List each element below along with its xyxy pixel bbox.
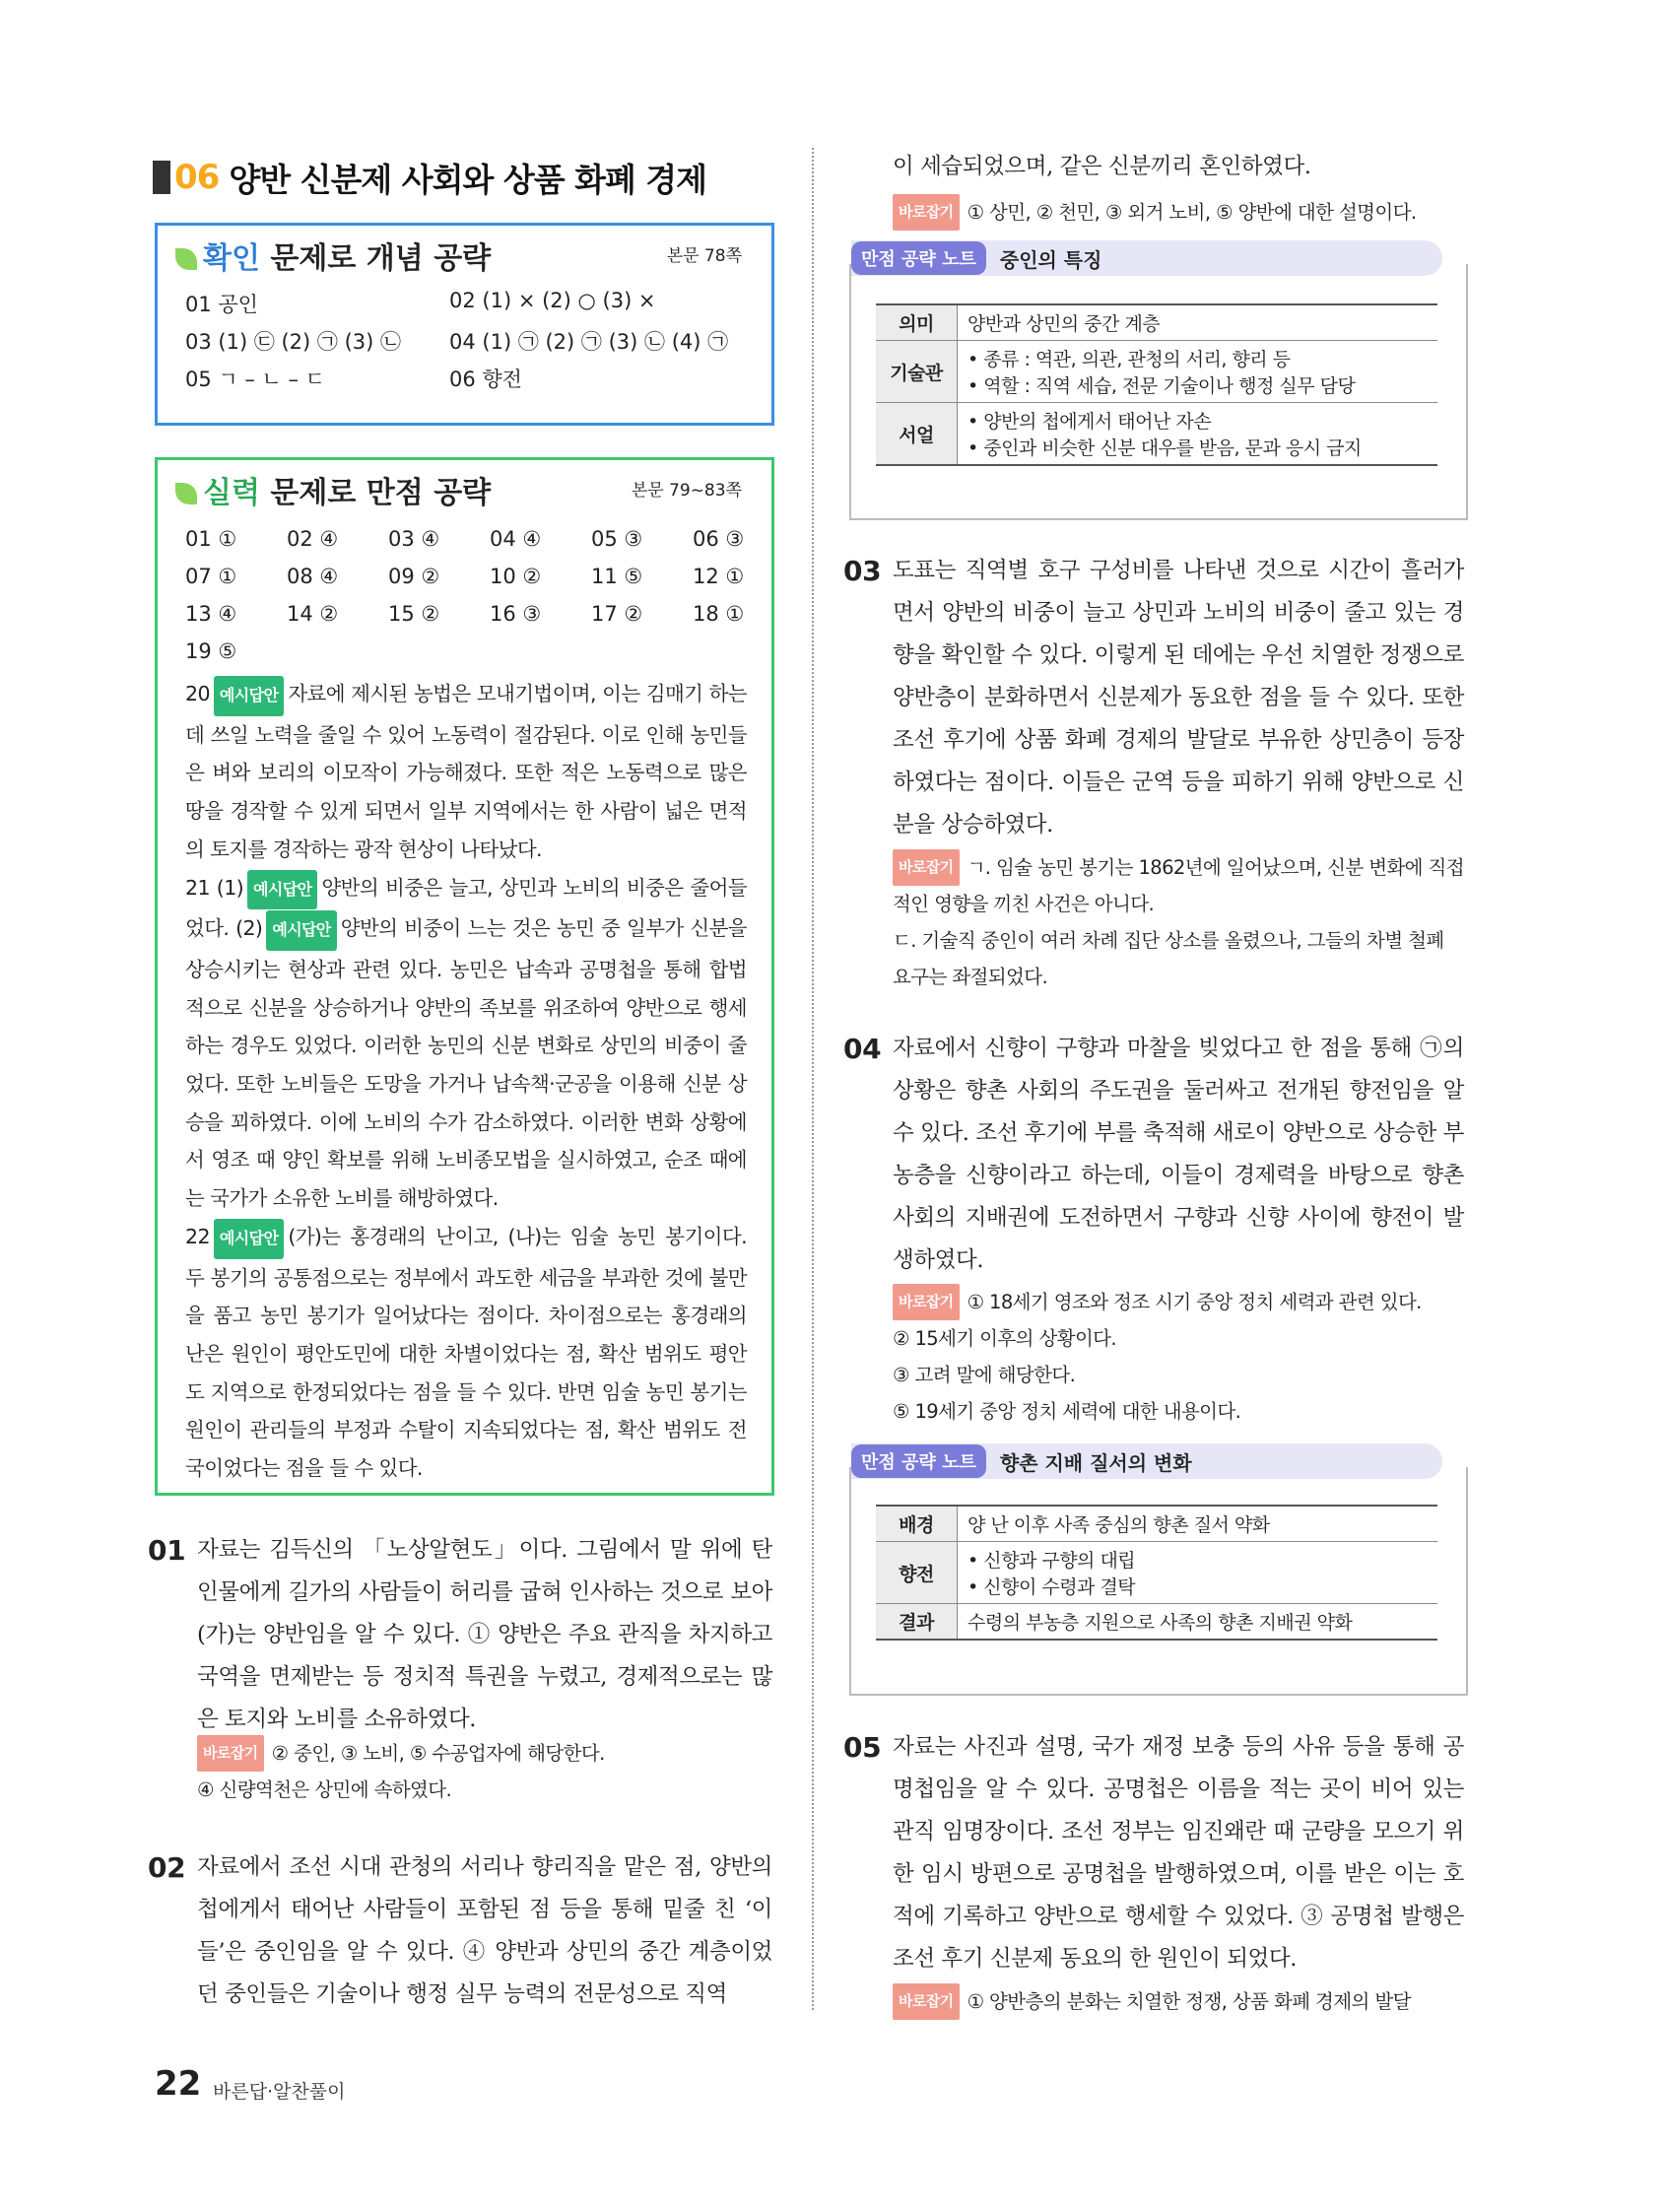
concept-answer-box: [155, 223, 774, 426]
note-badge: 만점 공략 노트: [851, 241, 986, 275]
page-number: 22: [155, 2064, 202, 2104]
column-divider: [812, 148, 814, 2010]
concept-page-ref: 본문 78쪽: [666, 246, 742, 266]
explanation-01: 01 자료는 김득신의 「노상알현도」이다. 그림에서 말 위에 탄 인물에게 길가의 사람들이 허리를 굽혀 인사하는 것으로 보아 (가)는 양반임을 알 수 있다. ① 양반은 주요 관직을 차지하고 국역을 면제받는 등 정치적 특권을 누렸고, 경제적으로는 많은 토지와 노비를 소유하였다.: [148, 1534, 772, 1732]
answer: 01 공인: [185, 293, 258, 316]
note-title: 중인의 특징: [999, 247, 1102, 272]
footer-title: 바른답·알찬풀이: [213, 2081, 346, 2103]
fix-01: 바로잡기 ② 중인, ③ 노비, ⑤ 수공업자에 해당한다. ④ 신량역천은 상민에 속하였다.: [197, 1735, 772, 1808]
section-title: 양반 신분제 사회와 상품 화폐 경제: [229, 160, 707, 199]
note-box-1: [849, 247, 1468, 520]
note-box-2: [849, 1450, 1468, 1696]
section-bar: [153, 161, 170, 194]
fix-04: 바로잡기 ① 18세기 영조와 정조 시기 중앙 정치 세력과 관련 있다. ② 15세기 이후의 상황이다. ③ 고려 말에 해당한다. ⑤ 19세기 중앙 정치 세력에 대한 내용이다.: [893, 1284, 1464, 1430]
skill-box-title: 실력 문제로 만점 공략: [175, 468, 491, 511]
skill-page-ref: 본문 79~83쪽: [631, 481, 742, 501]
explanation-04: 04 자료에서 신향이 구향과 마찰을 빚었다고 한 점을 통해 ㉠의 상황은 향촌 사회의 주도권을 둘러싸고 전개된 향전임을 알 수 있다. 조선 후기에 부를 축적해 새로이 양반으로 상승한 부농층을 신향이라고 하는데, 이들이 경제력을 바탕으로 향촌 사회의 지배권에 도전하면서 구향과 신향 사이에 향전이 발생하였다.: [843, 1033, 1464, 1273]
explanation-02-cont: 이 세습되었으며, 같은 신분끼리 혼인하였다.: [893, 154, 1311, 179]
note-table-2: 배경 양 난 이후 사족 중심의 향촌 질서 약화 향전 • 신향과 구향의 대립 • 신향이 수령과 결탁 결과 수령의 부농층 지원으로 사족의 향촌 지배권 약화: [876, 1505, 1437, 1641]
answer-22: 22 예시답안 (가)는 홍경래의 난이고, (나)는 임술 농민 봉기이다. 두 봉기의 공통점으로는 정부에서 과도한 세금을 부과한 것에 불만을 품고 농민 봉기가 일어났다는 점이다. 차이점으로는 홍경래의 난은 원인이 평안도민에 대한 차별이었다는 점, 확산 범위도 평안도 지역으로 한정되었다는 점을 들 수 있다. 반면 임술 농민 봉기는 원인이 관리들의 부정과 수탈이 지속되었다는 점, 확산 범위도 전국이었다는 점을 들 수 있다.: [185, 1218, 747, 1488]
answer: 04 (1) ㉠ (2) ㉠ (3) ㉡ (4) ㉠: [449, 330, 729, 354]
answer: 06 향전: [449, 368, 522, 391]
section-number: 06: [174, 158, 220, 197]
answer: 02 (1) × (2) ○ (3) ×: [449, 289, 656, 312]
fix-02: 바로잡기 ① 상민, ② 천민, ③ 외거 노비, ⑤ 양반에 대한 설명이다.: [893, 194, 1464, 231]
section-header: [153, 156, 706, 199]
leaf-icon: [175, 483, 197, 504]
note-title: 향촌 지배 질서의 변화: [999, 1450, 1192, 1475]
explanation-05: 05 자료는 사진과 설명, 국가 재정 보충 등의 사유 등을 통해 공명첩임을 알 수 있다. 공명첩은 이름을 적는 곳이 비어 있는 관직 임명장이다. 조선 정부는 임진왜란 때 군량을 모으기 위한 임시 방편으로 공명첩을 발행하였으며, 이를 받은 이는 호적에 기록하고 양반으로 행세할 수 있었다. ③ 공명첩 발행은 조선 후기 신분제 동요의 한 원인이 되었다.: [843, 1731, 1464, 1972]
note-table-1: 의미 양반과 상민의 중간 계층 기술관 • 종류 : 역관, 의관, 관청의 서리, 향리 등 • 역할 : 직역 세습, 전문 기술이나 행정 실무 담당 서얼 • 양반의 첩에게서 태어난 자손 • 중인과 비슷한 신분 대우를 받음, 문과 응시 금지: [876, 303, 1437, 466]
skill-essay-answers: [185, 675, 747, 1488]
note-badge: 만점 공략 노트: [851, 1444, 986, 1478]
explanation-03: 03 도표는 직역별 호구 구성비를 나타낸 것으로 시간이 흘러가면서 양반의 비중이 늘고 상민과 노비의 비중이 줄고 있는 경향을 확인할 수 있다. 이렇게 된 데에는 우선 치열한 정쟁으로 양반층이 분화하면서 신분제가 동요한 점을 들 수 있다. 또한 조선 후기에 상품 화폐 경제의 발달로 부유한 상민층이 등장하였다는 점이다. 이들은 군역 등을 피하기 위해 양반으로 신분을 상승하였다.: [843, 555, 1464, 838]
fix-03: 바로잡기 ㄱ. 임술 농민 봉기는 1862년에 일어났으며, 신분 변화에 직접적인 영향을 끼친 사건은 아니다. ㄷ. 기술직 중인이 여러 차례 집단 상소를 올렸으나, 그들의 차별 철폐 요구는 좌절되었다.: [893, 849, 1464, 995]
skill-answer-box: 실력 문제로 만점 공략 본문 79~83쪽 01 ① 02 ④ 03 ④ 04 ④ 05 ③ 06 ③ 07 ① 08 ④ 09 ② 10 ② 11 ⑤ 12 ① 13 ④ 14 ② 15 ② 16 ③ 17 ② 18 ① 19 ⑤ 20 예시답안 자료에 제시된 농법은 모내기법이며, 이는 김매기 하는 데 쓰일 노력을 줄일 수 있어 노동력이 절감된다. 이로 인해 농민들은 벼와 보리의 이모작이 가능해졌다. 또한 적은 노동력으로 많은 땅을 경작할 수 있게 되면서 일부 지역에서는 한 사람이 넓은 면적의 토지를 경작하는 광작 현상이 나타났다. 21 (1) 예시답안 양반의 비중은 늘고, 상민과 노비의 비중은 줄어들었다. (2) 예시답안 양반의 비중이 느는 것은 농민 중 일부가 신분을 상승시키는 현상과 관련 있다. 농민은 납속과 공명첩을 통해 합법적으로 신분을 상승하거나 양반의 족보를 위조하여 양반으로 행세하는 경우도 있었다. 이러한 농민의 신분 변화로 상민의 비중이 줄었다. 또한 노비들은 도망을 가거나 납속책·군공을 이용해 신분 상승을 꾀하였다. 이에 노비의 수가 감소하였다. 이러한 변화 상황에서 영조 때 양인 확보를 위해 노비종모법을 실시하였고, 순조 때에는 국가가 소유한 노비를 해방하였다. 22 예시답안 (가)는 홍경래의 난이고, (나)는 임술 농민 봉기이다. 두 봉기의 공통점으로는 정부에서 과도한 세금을 부과한 것에 불만을 품고 농민 봉기가 일어났다는 점이다. 차이점으로는 홍경래의 난은 원인이 평안도민에 대한 차별이었다는 점, 확산 범위도 평안도 지역으로 한정되었다는 점을 들 수 있다. 반면 임술 농민 봉기는 원인이 관리들의 부정과 수탈이 지속되었다는 점, 확산 범위도 전국이었다는 점을 들 수 있다.: [155, 457, 774, 1496]
leaf-icon: [175, 248, 197, 270]
answer-20: 20 예시답안 자료에 제시된 농법은 모내기법이며, 이는 김매기 하는 데 쓰일 노력을 줄일 수 있어 노동력이 절감된다. 이로 인해 농민들은 벼와 보리의 이모작이 가능해졌다. 또한 적은 노동력으로 많은 땅을 경작할 수 있게 되면서 일부 지역에서는 한 사람이 넓은 면적의 토지를 경작하는 광작 현상이 나타났다.: [185, 675, 747, 869]
answer-21: 21 (1) 예시답안 양반의 비중은 늘고, 상민과 노비의 비중은 줄어들었다. (2) 예시답안 양반의 비중이 느는 것은 농민 중 일부가 신분을 상승시키는 현상과 관련 있다. 농민은 납속과 공명첩을 통해 합법적으로 신분을 상승하거나 양반의 족보를 위조하여 양반으로 행세하는 경우도 있었다. 이러한 농민의 신분 변화로 상민의 비중이 줄었다. 또한 노비들은 도망을 가거나 납속책·군공을 이용해 신분 상승을 꾀하였다. 이에 노비의 수가 감소하였다. 이러한 변화 상황에서 영조 때 양인 확보를 위해 노비종모법을 실시하였고, 순조 때에는 국가가 소유한 노비를 해방하였다.: [185, 869, 747, 1218]
fix-05: 바로잡기 ① 양반층의 분화는 치열한 정쟁, 상품 화폐 경제의 발달: [893, 1983, 1464, 2020]
explanation-02: 02 자료에서 조선 시대 관청의 서리나 향리직을 맡은 점, 양반의 첩에게서 태어난 사람들이 포함된 점 등을 통해 밑줄 친 ‘이들’은 중인임을 알 수 있다. ④ 양반과 상민의 중간 계층이었던 중인들은 기술이나 행정 실무 능력의 전문성으로 직역: [148, 1851, 772, 2007]
concept-box-title: 확인 문제로 개념 공략: [175, 234, 491, 277]
answer: 05 ㄱ – ㄴ – ㄷ: [185, 368, 325, 391]
answer: 03 (1) ㉢ (2) ㉠ (3) ㉡: [185, 330, 402, 354]
